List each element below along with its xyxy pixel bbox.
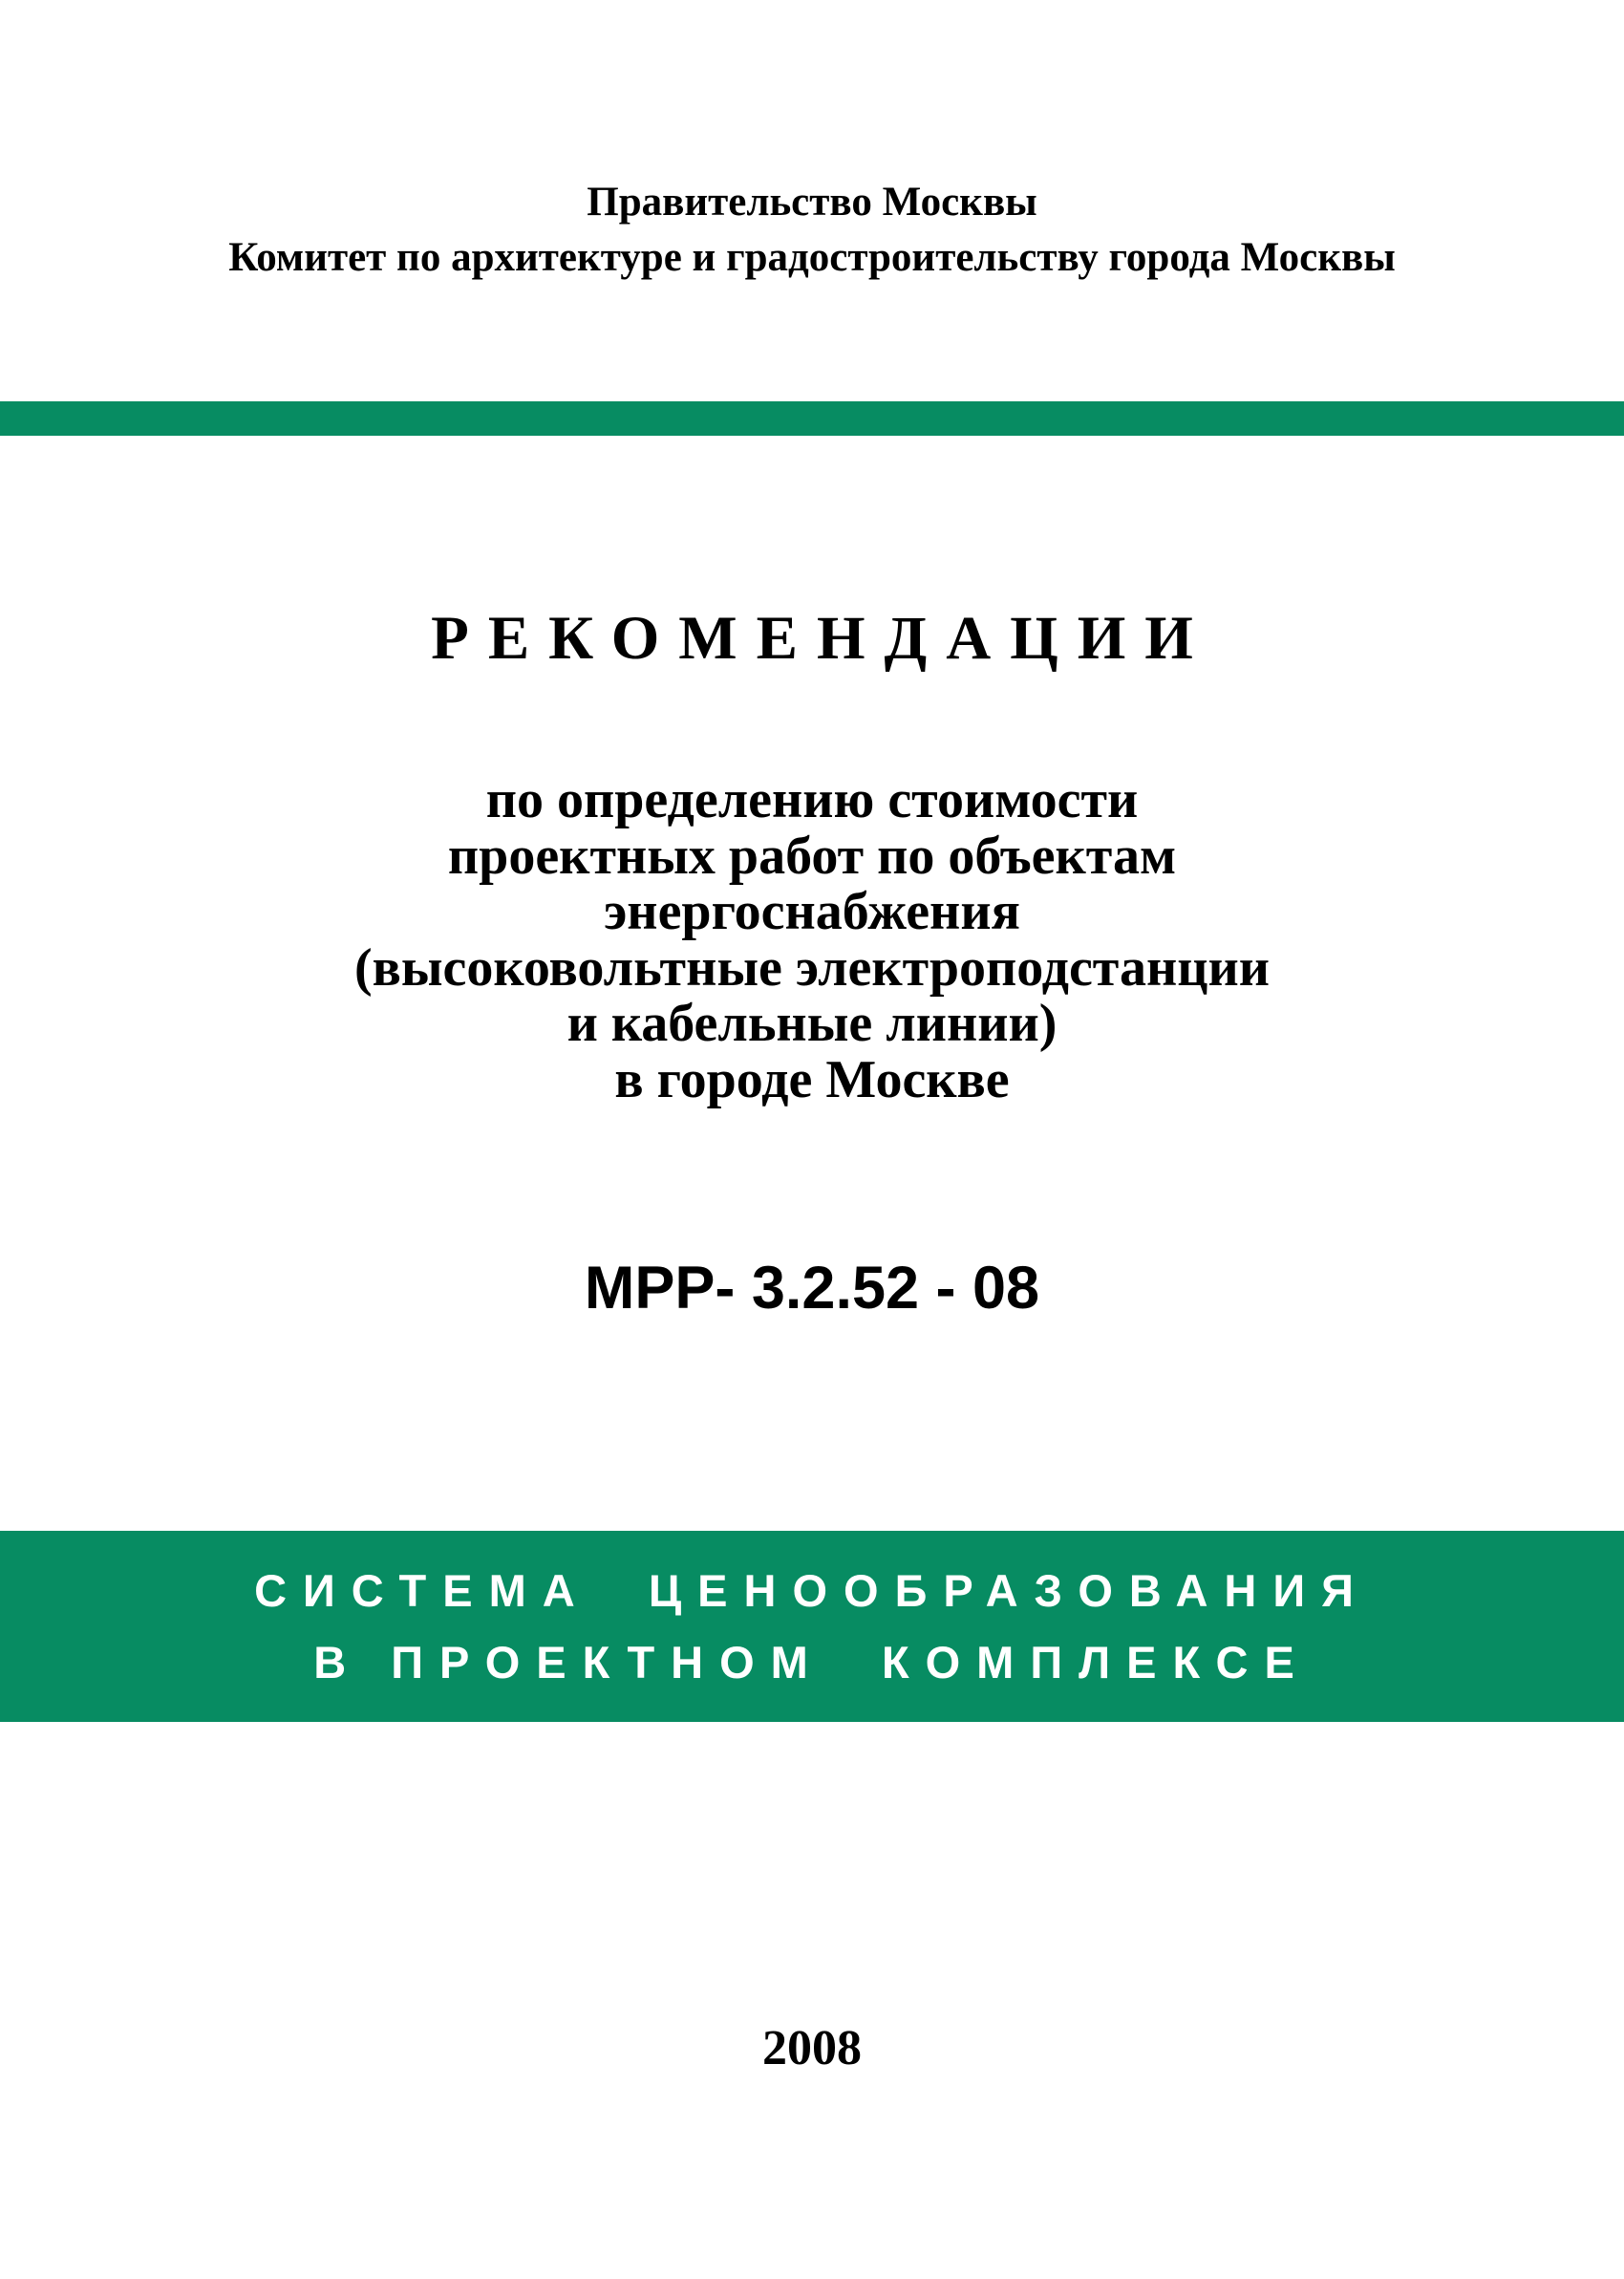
series-title-line2: В ПРОЕКТНОМ КОМПЛЕКСЕ bbox=[313, 1637, 1311, 1688]
top-green-rule bbox=[0, 401, 1624, 436]
issuer-committee: Комитет по архитектуре и градостроительству города Москвы bbox=[228, 235, 1396, 280]
subtitle-line: энергоснабжения bbox=[604, 882, 1020, 941]
publication-year: 2008 bbox=[762, 2021, 862, 2075]
series-band bbox=[0, 1531, 1624, 1722]
document-type-heading: РЕКОМЕНДАЦИИ bbox=[431, 604, 1212, 673]
document-code: МРР- 3.2.52 - 08 bbox=[584, 1255, 1040, 1322]
subtitle-line: по определению стоимости bbox=[485, 770, 1139, 829]
subtitle-line: проектных работ по объектам bbox=[447, 826, 1177, 886]
issuer-block bbox=[0, 175, 1624, 286]
document-subtitle bbox=[0, 772, 1624, 1107]
series-title-line1: СИСТЕМА ЦЕНООБРАЗОВАНИЯ bbox=[254, 1565, 1370, 1616]
issuer-government: Правительство Москвы bbox=[587, 180, 1037, 225]
subtitle-line: (высоковольтные электроподстанции bbox=[353, 937, 1271, 998]
subtitle-line: в городе Москве bbox=[614, 1049, 1010, 1109]
subtitle-line: и кабельные линии) bbox=[566, 994, 1058, 1053]
